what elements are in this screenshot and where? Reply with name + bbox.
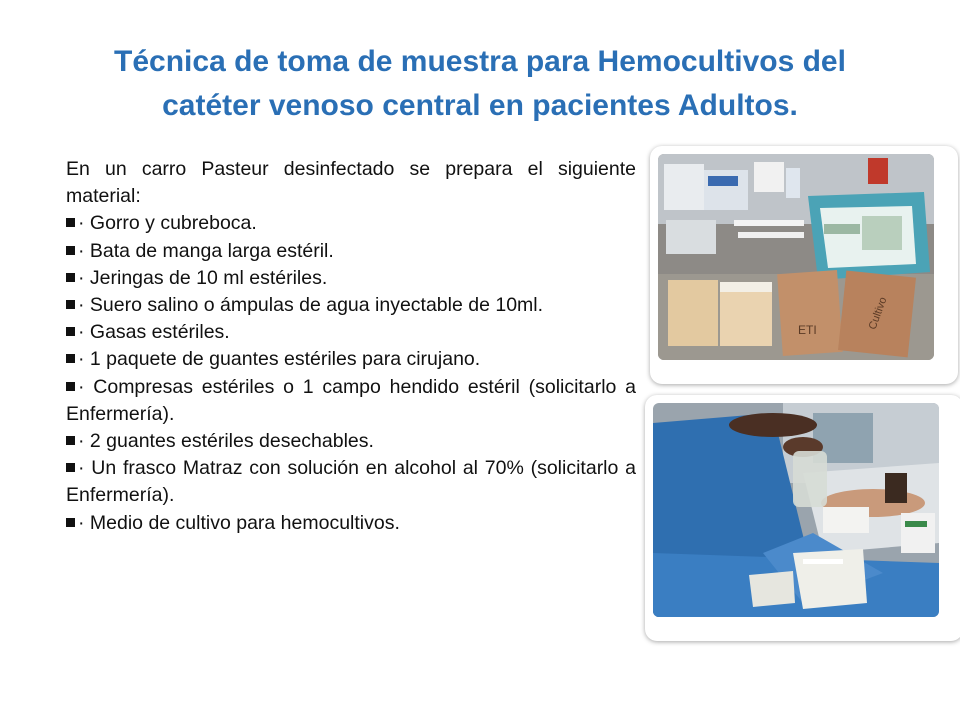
square-bullet-icon [66, 273, 75, 282]
svg-text:ETI: ETI [798, 323, 817, 337]
list-item-text: · Suero salino o ámpulas de agua inyectable de 10ml. [78, 294, 544, 317]
svg-text:Cultivo: Cultivo [866, 295, 890, 332]
square-bullet-icon [66, 354, 75, 363]
materials-list [66, 210, 636, 536]
list-item-text: · Compresas estériles o 1 campo hendido estéril (solicitarlo a Enfermería). [66, 375, 636, 425]
list-item [66, 292, 636, 319]
list-item [66, 238, 636, 265]
slide-body [66, 156, 636, 537]
list-item [66, 346, 636, 373]
list-item [66, 455, 636, 509]
list-item [66, 210, 636, 237]
square-bullet-icon [66, 518, 75, 527]
square-bullet-icon [66, 463, 75, 472]
list-item [66, 265, 636, 292]
list-item-text: · Bata de manga larga estéril. [78, 239, 334, 262]
list-item-text: · Medio de cultivo para hemocultivos. [78, 511, 400, 534]
slide-title-line-1: Técnica de toma de muestra para Hemocultivos del [114, 45, 846, 78]
intro-paragraph: En un carro Pasteur desinfectado se prepara el siguiente material: [66, 158, 636, 208]
list-item-text: · Gasas estériles. [78, 321, 230, 344]
list-item-text: · Un frasco Matraz con solución en alcohol al 70% (solicitarlo a Enfermería). [66, 457, 636, 507]
list-item-text: · Jeringas de 10 ml estériles. [78, 266, 328, 289]
list-item-text: · Gorro y cubreboca. [78, 212, 257, 235]
square-bullet-icon [66, 246, 75, 255]
list-item-text: · 1 paquete de guantes estériles para cirujano. [78, 348, 481, 371]
square-bullet-icon [66, 300, 75, 309]
photo-materials-tray-icon [658, 154, 934, 360]
square-bullet-icon [66, 218, 75, 227]
square-bullet-icon [66, 327, 75, 336]
slide-title [40, 40, 920, 128]
list-item [66, 374, 636, 428]
list-item [66, 319, 636, 346]
list-item [66, 510, 636, 537]
slide-title-line-2: catéter venoso central en pacientes Adultos. [162, 89, 798, 122]
list-item-text: · 2 guantes estériles desechables. [78, 430, 374, 453]
photo-materials-frame [650, 146, 958, 384]
list-item [66, 428, 636, 455]
square-bullet-icon [66, 436, 75, 445]
square-bullet-icon [66, 382, 75, 391]
photo-catheter-procedure-icon [653, 403, 939, 617]
photo-procedure-frame [645, 395, 960, 641]
